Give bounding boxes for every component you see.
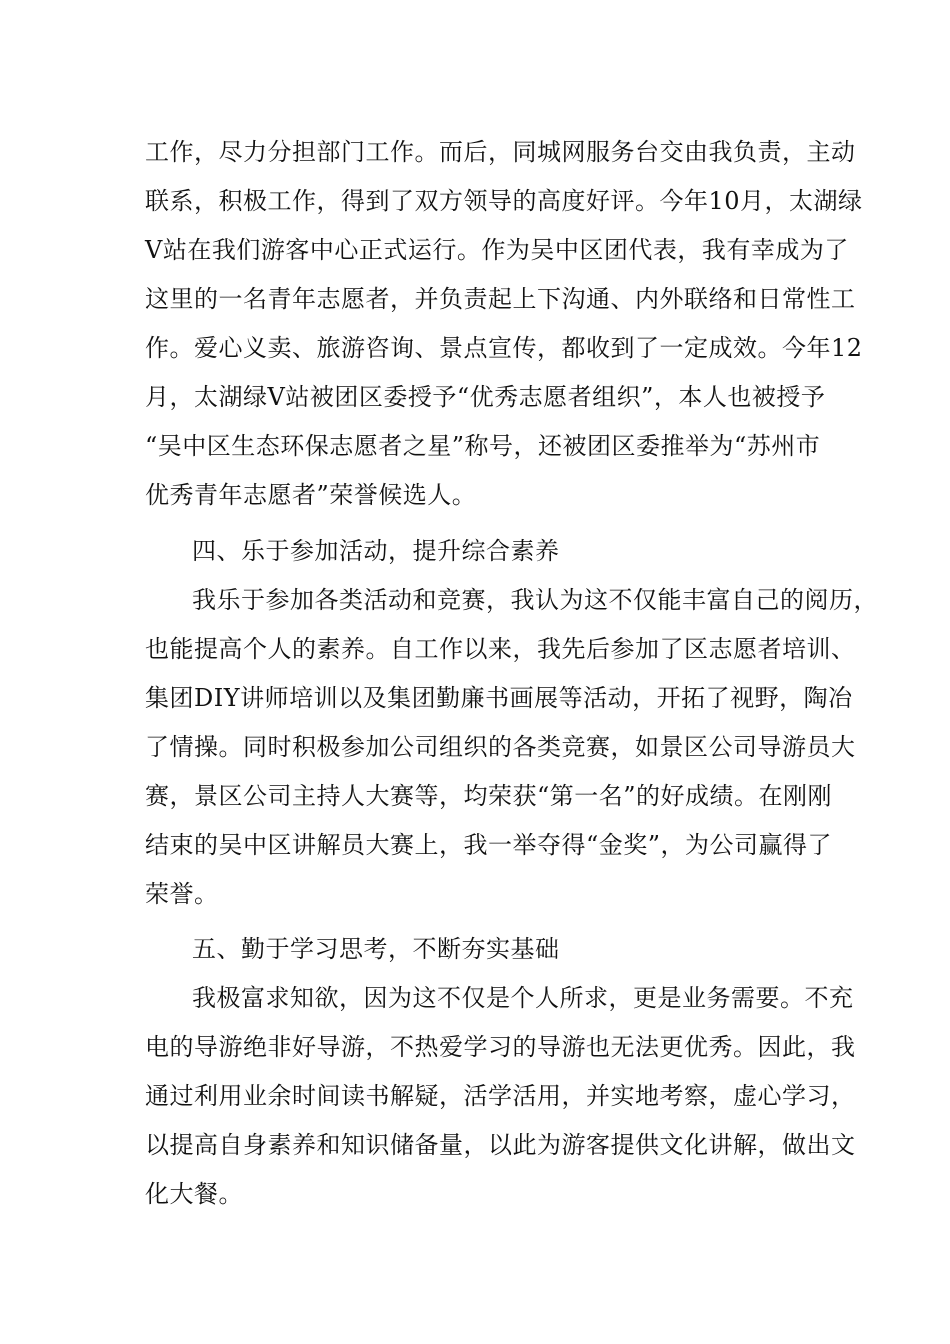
section-heading-5: 五、勤于学习思考，不断夯实基础 <box>192 935 560 963</box>
paragraph-line: 作。爱心义卖、旅游咨询、景点宣传，都收到了一定成效。今年12 <box>145 334 863 362</box>
paragraph-line: 也能提高个人的素养。自工作以来，我先后参加了区志愿者培训、 <box>145 635 856 663</box>
paragraph-line: 以提高自身素养和知识储备量，以此为游客提供文化讲解，做出文 <box>145 1131 856 1159</box>
paragraph-line: 结束的吴中区讲解员大赛上，我一举夺得“金奖”，为公司赢得了 <box>145 831 833 859</box>
paragraph-line: 联系，积极工作，得到了双方领导的高度好评。今年10月，太湖绿 <box>145 187 863 215</box>
paragraph-line: 这里的一名青年志愿者，并负责起上下沟通、内外联络和日常性工 <box>145 285 856 313</box>
paragraph-line: 我乐于参加各类活动和竞赛，我认为这不仅能丰富自己的阅历， <box>192 586 878 614</box>
paragraph-line: “吴中区生态环保志愿者之星”称号，还被团区委推举为“苏州市 <box>145 432 821 460</box>
paragraph-line: 了情操。同时积极参加公司组织的各类竞赛，如景区公司导游员大 <box>145 733 856 761</box>
paragraph-line: 我极富求知欲，因为这不仅是个人所求，更是业务需要。不充 <box>192 984 854 1012</box>
section-heading-4: 四、乐于参加活动，提升综合素养 <box>192 537 560 565</box>
paragraph-line: 工作，尽力分担部门工作。而后，同城网服务台交由我负责，主动 <box>145 138 856 166</box>
paragraph-line: 赛，景区公司主持人大赛等，均荣获“第一名”的好成绩。在刚刚 <box>145 782 833 810</box>
paragraph-line: V站在我们游客中心正式运行。作为吴中区团代表，我有幸成为了 <box>145 236 849 264</box>
paragraph-line: 集团DIY讲师培训以及集团勤廉书画展等活动，开拓了视野，陶冶 <box>145 684 853 712</box>
paragraph-line: 月，太湖绿V站被团区委授予“优秀志愿者组织”，本人也被授予 <box>145 383 826 411</box>
paragraph-line: 荣誉。 <box>145 880 219 908</box>
paragraph-line: 优秀青年志愿者”荣誉候选人。 <box>145 481 477 509</box>
paragraph-line: 电的导游绝非好导游，不热爱学习的导游也无法更优秀。因此，我 <box>145 1033 856 1061</box>
paragraph-line: 化大餐。 <box>145 1180 243 1208</box>
paragraph-line: 通过利用业余时间读书解疑，活学活用，并实地考察，虚心学习， <box>145 1082 856 1110</box>
